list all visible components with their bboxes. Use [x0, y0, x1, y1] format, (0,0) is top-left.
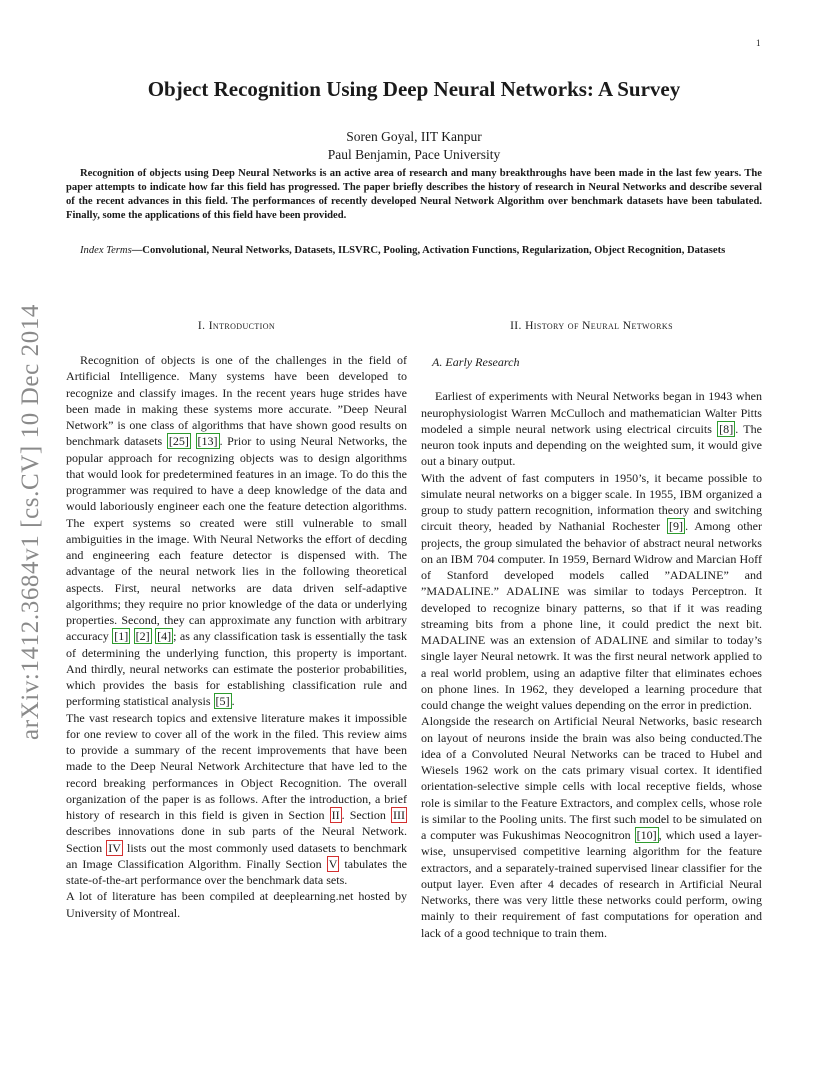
section-reference-link[interactable]: V: [328, 856, 338, 871]
paragraph-text: describes innovations done in sub parts of the Neural Network. Section: [66, 824, 407, 855]
citation-link[interactable]: [1]: [114, 629, 129, 644]
citation-link[interactable]: [4]: [157, 629, 172, 644]
citation-link[interactable]: [8]: [719, 421, 734, 436]
arxiv-identifier-stamp: arXiv:1412.3684v1 [cs.CV] 10 Dec 2014: [17, 303, 44, 740]
paragraph-text: . The neuron took inputs and depending on the weighted sum, it would give out a binary output.: [421, 421, 762, 469]
subsection-heading-early-research: A. Early Research: [432, 355, 520, 369]
paragraph-text: Earliest of experiments with Neural Networks began in 1943 when neurophysiologist Warren McCulloch and mathematician Walter Pitts modeled a simple neural network using electrical circuits: [421, 389, 762, 436]
paragraph-text: With the advent of fast computers in 1950’s, it became possible to simulate neural networks on a bigger scale. In 1955, IBM organized a group to study pattern recognition, information theory and switching circuit theory, headed by Nathanial Rochester: [421, 470, 762, 534]
citation-link[interactable]: [5]: [215, 694, 230, 709]
abstract: Recognition of objects using Deep Neural Networks is an active area of research and many breakthroughs have been made in the last few years. The paper attempts to indicate how far this field has progressed. The paper briefly describes the history of research in Neural Networks and describe several of the recent advances in this field. The performances of recently developed Neural Network Algorithm over benchmark datasets have been tabulated. Finally, some the applications of this field have been provided.: [66, 168, 762, 221]
body-paragraph: [421, 388, 762, 469]
paragraph-text: lists out the most commonly used datasets to benchmark an Image Classification Algorithm. Finally Section: [66, 840, 407, 871]
page-number: 1: [756, 38, 761, 48]
intro-paragraphs: [66, 352, 407, 921]
paragraph-text: Alongside the research on Artificial Neural Networks, basic research on layout of neurons inside the brain was also being conducted.The idea of a Convoluted Neural Networks can be traced to Hubel and Wiesels 1962 work on the cats primary visual cortex. It identified orientation-selective simple cells with local receptive fields, whose role is similar to the Feature Extractors, and complex cells, whose role is similar to the Pooling units. The first such model to be simulated on a computer was Fukushimas Neocognitron: [421, 714, 762, 842]
paragraph-text: . Section: [341, 808, 391, 822]
paragraph-text: tabulates the state-of-the-art performance over the benchmark data sets.: [66, 856, 407, 887]
paragraph-text: .: [231, 694, 235, 709]
paragraph-text: . Prior to using Neural Networks, the popular approach for recognizing objects was to design algorithms that would look for predetermined features in an image. To do this the programmer was required to have a deep knowledge of the data and would laboriously engineer each one the feature detection algorithms. The expert systems so created were still vulnerable to small ambiguities in the image. With Neural Networks the effort of decding and engineering each feature detector is dispensed with. The advantage of the neural network lies in the following theoretical aspects. First, neural networks are data driven self-adaptive algorithms; they require no prior knowledge of the data or underlying properties. Second, they can approximate any function with arbitrary accuracy: [66, 434, 408, 644]
author-block: [66, 128, 762, 164]
body-paragraph: [66, 710, 407, 889]
history-paragraphs: [421, 388, 762, 941]
author-line: Paul Benjamin, Pace University: [327, 147, 501, 162]
citation-link[interactable]: [10]: [636, 828, 657, 842]
paragraph-text: , which used a layer-wise, unsupervised competitive learning algorithm for the feature extractors, and a separately-trained supervised linear classifier for the output layer. Even after 4 decades of research in Artificial Neural Networks, there was very little these networks could perform, owing mainly to their requirement of fast computations for operation and lack of a good technique to train them.: [421, 828, 763, 940]
citation-link[interactable]: [2]: [135, 629, 150, 644]
paper-title: Object Recognition Using Deep Neural Networks: A Survey: [147, 77, 681, 101]
paragraph-text: [191, 434, 196, 448]
citation-link[interactable]: [25]: [168, 434, 189, 449]
citation-link[interactable]: [13]: [197, 434, 218, 449]
section-reference-link[interactable]: IV: [108, 840, 121, 855]
section-reference-link[interactable]: III: [392, 808, 405, 822]
paragraph-text: The vast research topics and extensive literature makes it impossible for one review to cover all of the work in the filed. This review aims to provide a summary of the recent improvements that have been made to the Deep Neural Network Architecture that have led to the record breaking performances in Object Recognition. The overall organization of the paper is as follows. After the introduction, a brief history of research in this field is given in Section: [66, 710, 407, 822]
right-column: [421, 318, 762, 941]
index-terms-text: —Convolutional, Neural Networks, Datasets, ILSVRC, Pooling, Activation Functions, Regularization, Object Recognition, Datasets: [131, 245, 726, 256]
index-terms: [66, 244, 762, 258]
body-paragraph: [421, 713, 762, 941]
index-terms-label: Index Terms: [80, 245, 132, 256]
section-reference-link[interactable]: II: [331, 808, 340, 822]
paragraph-text: . Among other projects, the group simulated the behavior of abstract neural networks on an IBM 704 computer. In 1959, Bernard Widrow and Marcian Hoff of Stanford developed models called ”ADALINE” and ”MADALINE.” ADALINE was similar to todays Perceptron. It developed to recognize binary patterns, so that if it was reading streaming bits from a phone line, it could predict the next bit. MADALINE was an extension of ADALINE and similar to today’s single layer Neural netowrk. It was the first neural network applied to a real world problem, using an adaptive filter that eliminates echoes on phone lines. In 1962, they developed a learning procedure that could change the weight values depending on the error in prediction.: [421, 519, 762, 712]
author-line: Soren Goyal, IIT Kanpur: [346, 129, 482, 144]
section-heading-history: II. History of Neural Networks: [510, 320, 673, 332]
section-heading-introduction: I. Introduction: [197, 320, 276, 332]
body-paragraph: [66, 352, 407, 710]
left-column: [66, 318, 407, 921]
citation-link[interactable]: [9]: [669, 519, 684, 534]
paragraph-text: Recognition of objects is one of the challenges in the field of Artificial Intelligence. Many systems have been developed to recognize and classify images. In the recent years huge strides have been made in making these systems more accurate. ”Deep Neural Network” is one class of algorithms that have shown good results on benchmark datasets: [66, 353, 407, 449]
paragraph-text: ; as any classification task is essentially the task of determining the underlying function, this property is important. And thirdly, neural networks can estimate the posterior probabilities, which provides the basis for establishing classification rule and performing statistical analysis: [66, 629, 407, 709]
body-paragraph: [421, 470, 762, 714]
paragraph-text: A lot of literature has been compiled at deeplearning.net hosted by University of Montreal.: [66, 889, 407, 920]
body-paragraph: [66, 888, 407, 921]
